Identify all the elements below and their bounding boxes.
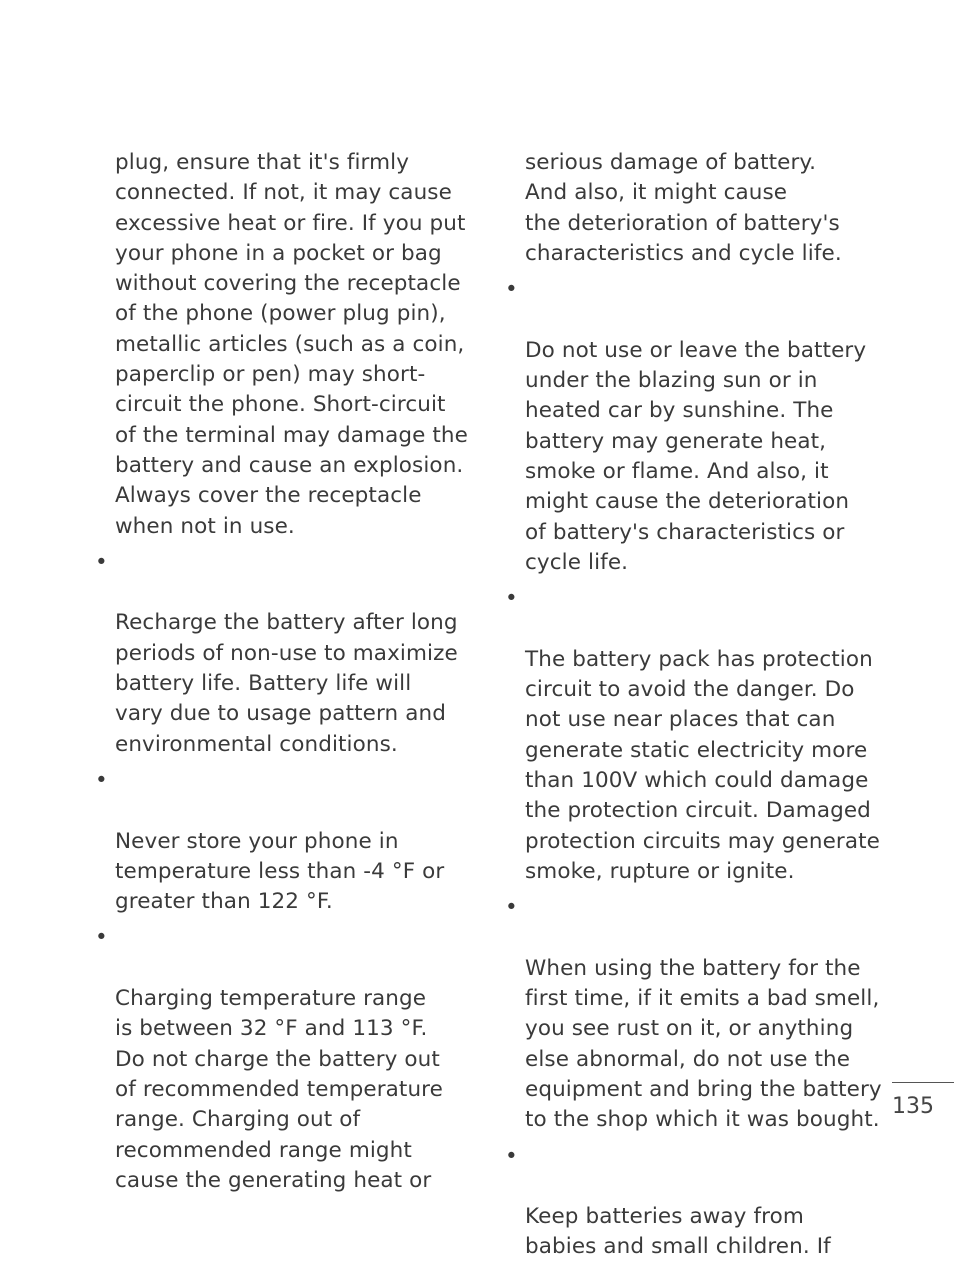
bullet-text: Charging temperature range is between 32 °F and 113 °F. Do not charge the battery out of recommended temperature range. Charging out of recommended range might cause the generating heat or bbox=[115, 986, 443, 1193]
bullet-item bbox=[503, 275, 903, 578]
bullet-item bbox=[93, 923, 488, 1196]
bullet-text: The battery pack has protection circuit to avoid the danger. Do not use near places that can generate static electricity more than 100V which could damage the protection circuit. Damaged protection circuits may generate smoke, rupture or ignite. bbox=[525, 646, 880, 884]
right-column bbox=[503, 148, 903, 1263]
bullet-text: When using the battery for the first time, if it emits a bad smell, you see rust on it, or anything else abnormal, do not use the equipment and bring the battery to the shop which it was bought. bbox=[525, 955, 882, 1133]
continuation-paragraph: plug, ensure that it's firmly connected. If not, it may cause excessive heat or fire. If you put your phone in a pocket or bag without covering the receptacle of the phone (power plug pin), metallic articles (such as a coin, paperclip or pen) may short- circuit the phone. Short-circuit of the terminal may damage the battery and cause an explosion. Always cover the receptacle when not in use. bbox=[115, 150, 468, 539]
continuation-paragraph: serious damage of battery. And also, it might cause the deterioration of battery's characteristics and cycle life. bbox=[525, 150, 842, 266]
bullet-icon: • bbox=[95, 767, 108, 793]
bullet-text: Recharge the battery after long periods of non-use to maximize battery life. Battery life will vary due to usage pattern and environmental conditions. bbox=[115, 610, 458, 757]
bullet-text: Never store your phone in temperature less than -4 °F or greater than 122 °F. bbox=[115, 828, 445, 915]
bullet-icon: • bbox=[505, 1143, 518, 1169]
bullet-item bbox=[503, 893, 903, 1135]
bullet-icon: • bbox=[95, 549, 108, 575]
page-number-divider bbox=[892, 1082, 954, 1083]
page-number: 135 bbox=[892, 1094, 934, 1119]
bullet-item bbox=[93, 766, 488, 917]
bullet-text: Do not use or leave the battery under the blazing sun or in heated car by sunshine. The battery may generate heat, smoke or flame. And also, it might cause the deterioration of battery's characteristics or cycle life. bbox=[525, 337, 867, 575]
bullet-icon: • bbox=[505, 277, 518, 303]
bullet-item bbox=[93, 548, 488, 760]
bullet-item bbox=[503, 1142, 903, 1263]
bullet-icon: • bbox=[505, 586, 518, 612]
bullet-text: Keep batteries away from babies and small children. If bbox=[525, 1204, 831, 1260]
bullet-item bbox=[503, 584, 903, 887]
left-column bbox=[93, 148, 488, 1196]
bullet-icon: • bbox=[95, 925, 108, 951]
bullet-icon: • bbox=[505, 895, 518, 921]
